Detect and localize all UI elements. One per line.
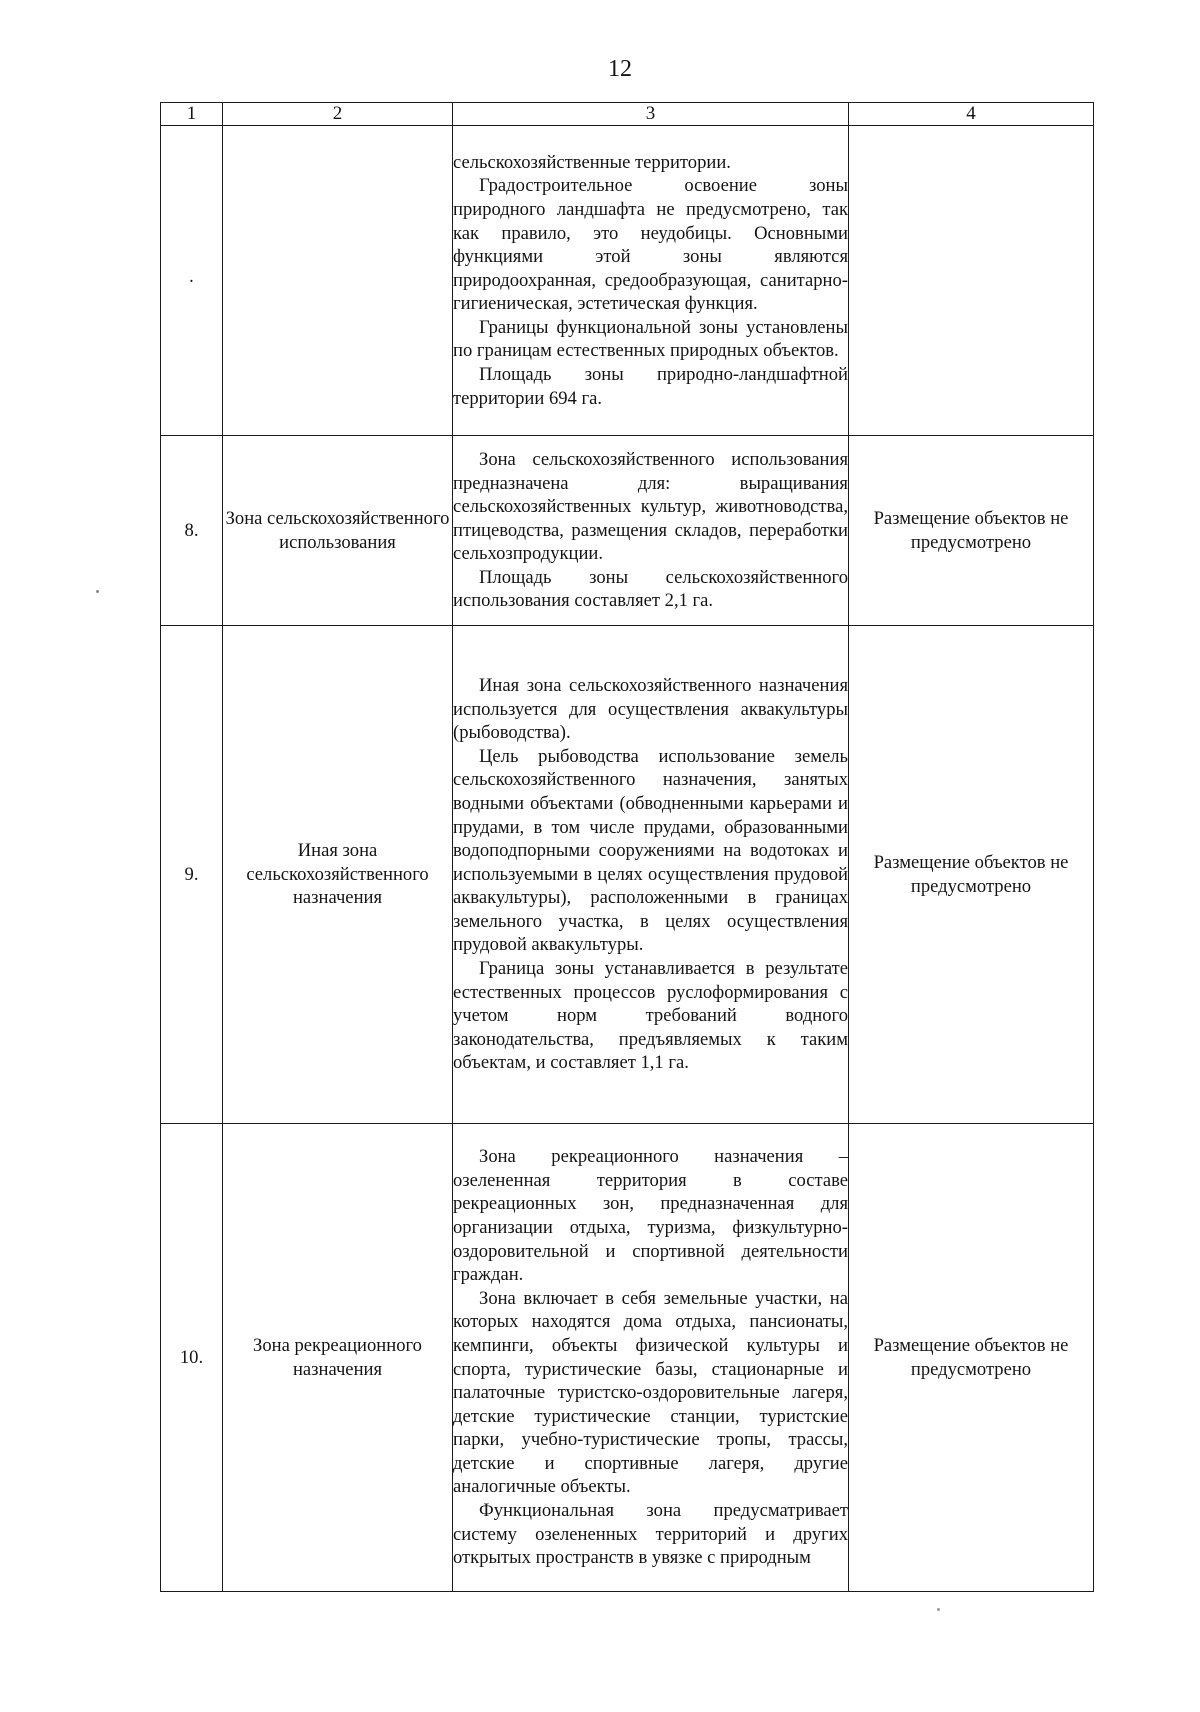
description-paragraph: Функциональная зона предусматривает систему озелененных территорий и других открытых пространств в увязке с природным	[453, 1500, 848, 1569]
header-col-4: 4	[849, 103, 1094, 126]
table-row	[161, 626, 1094, 1124]
zones-table	[160, 102, 1094, 1592]
description-paragraph: Границы функциональной зоны установлены по границам естественных природных объектов.	[453, 316, 848, 362]
description-paragraph: Цель рыбоводства использование земель сельскохозяйственного назначения, занятых водными объектами (обводненными карьерами и прудами, в том числе прудами, образованными водоподпорными сооружениями на водотоках и используемыми в целях осуществления прудовой аквакультуры), расположенными в границах земельного участка, в целях осуществления прудовой аквакультуры.	[453, 745, 848, 956]
row-number-cell: 10.	[161, 1124, 223, 1592]
zone-name-cell: Зона рекреационного назначения	[223, 1124, 453, 1592]
description-paragraph: Зона рекреационного назначения – озелененная территория в составе рекреационных зон, предназначенная для организации отдыха, туризма, физкультурно-оздоровительной и спортивной деятельности граждан.	[453, 1146, 848, 1286]
placement-cell: Размещение объектов не предусмотрено	[849, 436, 1094, 626]
description-paragraph: Градостроительное освоение зоны природного ландшафта не предусмотрено, так как правило, это неудобицы. Основными функциями этой зоны являются природоохранная, средообразующая, санитарно-гигиеническая, эстетическая функция.	[453, 175, 848, 315]
table-row	[161, 436, 1094, 626]
description-paragraph: Иная зона сельскохозяйственного назначения используется для осуществления аквакультуры (рыбоводства).	[453, 674, 848, 744]
description-cell	[453, 1124, 849, 1592]
description-paragraph: Площадь зоны сельскохозяйственного использования составляет 2,1 га.	[453, 566, 848, 612]
placement-cell: Размещение объектов не предусмотрено	[849, 1124, 1094, 1592]
table-header-row	[161, 103, 1094, 126]
placement-cell: Размещение объектов не предусмотрено	[849, 626, 1094, 1124]
description-paragraph: Граница зоны устанавливается в результате естественных процессов руслоформирования с учетом норм требований водного законодательства, предъявляемых к таким объектам, и составляет 1,1 га.	[453, 958, 848, 1074]
zone-name-cell	[223, 126, 453, 436]
description-paragraph: Зона включает в себя земельные участки, на которых находятся дома отдыха, пансионаты, кемпинги, объекты физической культуры и спорта, туристические базы, стационарные и палаточные туристско-оздоровительные лагеря, детские туристические станции, туристские парки, учебно-туристические тропы, трассы, детские и спортивные лагеря, другие аналогичные объекты.	[453, 1287, 848, 1498]
row-number-cell: 9.	[161, 626, 223, 1124]
header-col-2: 2	[223, 103, 453, 126]
table-row	[161, 126, 1094, 436]
header-col-1: 1	[161, 103, 223, 126]
zone-name-cell: Иная зона сельскохозяйственного назначения	[223, 626, 453, 1124]
scan-speck	[96, 590, 99, 593]
scan-speck	[937, 1608, 940, 1611]
description-cell	[453, 626, 849, 1124]
description-paragraph: сельскохозяйственные территории.	[453, 151, 731, 173]
zone-name-cell: Зона сельскохозяйственного использования	[223, 436, 453, 626]
header-col-3: 3	[453, 103, 849, 126]
row-number-cell	[161, 126, 223, 436]
description-paragraph: Площадь зоны природно-ландшафтной территории 694 га.	[453, 364, 848, 409]
table-row	[161, 1124, 1094, 1592]
description-paragraph: Зона сельскохозяйственного использования предназначена для: выращивания сельскохозяйственных культур, животноводства, птицеводства, размещения складов, переработки сельхозпродукции.	[453, 448, 848, 565]
page-number: 12	[608, 56, 632, 82]
row-number-cell: 8.	[161, 436, 223, 626]
description-cell	[453, 436, 849, 626]
row-marker: .	[189, 265, 194, 287]
description-cell	[453, 126, 849, 436]
placement-cell	[849, 126, 1094, 436]
